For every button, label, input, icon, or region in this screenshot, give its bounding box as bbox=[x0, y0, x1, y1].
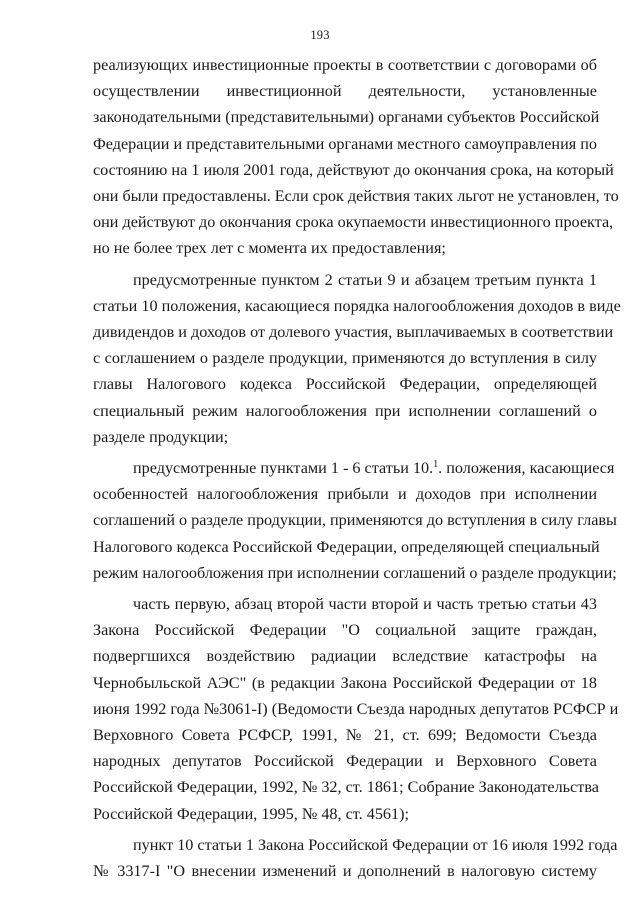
text-line: главы Налогового кодекса Российской Федерации, определяющей bbox=[93, 375, 597, 394]
text-line: Российской Федерации, 1995, № 48, ст. 4561); bbox=[93, 804, 410, 823]
text-fragment: предусмотренные пунктами 1 - 6 статьи 10. bbox=[133, 459, 434, 478]
text-line: соглашений о разделе продукции, применяются до вступления в силу главы bbox=[93, 511, 617, 530]
text-line: специальный режим налогообложения при исполнении соглашений о bbox=[93, 401, 597, 420]
text-line: они были предоставлены. Если срок действия таких льгот не установлен, то bbox=[93, 187, 619, 206]
text-line: законодательными (представительными) органами субъектов Российской bbox=[93, 108, 600, 127]
text-line: Закона Российской Федерации "О социальной защите граждан, bbox=[93, 621, 597, 640]
text-line: Федерации и представительными органами местного самоуправления по bbox=[93, 134, 597, 153]
text-line: но не более трех лет с момента их предоставления; bbox=[93, 239, 446, 258]
text-line: Российской Федерации, 1992, № 32, ст. 1861; Собрание Законодательства bbox=[93, 778, 599, 797]
text-line: Верховного Совета РСФСР, 1991, № 21, ст. 699; Ведомости Съезда bbox=[93, 726, 597, 745]
text-line: особенностей налогообложения прибыли и доходов при исполнении bbox=[93, 485, 597, 504]
text-line: июня 1992 года №3061-I) (Ведомости Съезда народных депутатов РСФСР и bbox=[93, 699, 619, 718]
text-line: Чернобыльской АЭС" (в редакции Закона Российской Федерации от 18 bbox=[93, 673, 597, 692]
text-line: № 3317-I "О внесении изменений и дополнений в налоговую систему bbox=[93, 862, 597, 881]
paragraph-4 bbox=[93, 591, 619, 827]
text-line: часть первую, абзац второй части второй и часть третью статьи 43 bbox=[133, 595, 597, 614]
paragraph-2 bbox=[93, 267, 621, 450]
text-line: Налогового кодекса Российской Федерации, определяющей специальный bbox=[93, 537, 600, 556]
text-line: статьи 10 положения, касающиеся порядка налогообложения доходов в виде bbox=[93, 296, 621, 315]
text-line: с соглашением о разделе продукции, применяются до вступления в силу bbox=[93, 349, 597, 368]
text-fragment: . положения, касающиеся bbox=[438, 459, 615, 478]
text-line: пункт 10 статьи 1 Закона Российской Федерации от 16 июля 1992 года bbox=[133, 835, 618, 854]
document-body bbox=[93, 52, 621, 889]
text-line: осуществлении инвестиционной деятельности, установленные bbox=[93, 82, 597, 101]
text-line: народных депутатов Российской Федерации и Верховного Совета bbox=[93, 752, 597, 771]
text-line: предусмотренные пунктом 2 статьи 9 и абзацем третьим пункта 1 bbox=[133, 270, 597, 289]
text-line: подвергшихся воздействию радиации вследствие катастрофы на bbox=[93, 647, 597, 666]
text-line: дивидендов и доходов от долевого участия, выплачиваемых в соответствии bbox=[93, 323, 614, 342]
paragraph-5 bbox=[93, 832, 618, 884]
text-line: режим налогообложения при исполнении соглашений о разделе продукции; bbox=[93, 563, 617, 582]
paragraph-1 bbox=[93, 52, 619, 262]
text-line: состоянию на 1 июля 2001 года, действуют до окончания срока, на который bbox=[93, 160, 614, 179]
superscript: 1 bbox=[433, 459, 439, 471]
text-line: реализующих инвестиционные проекты в соответствии с договорами об bbox=[93, 56, 597, 74]
text-line: они действуют до окончания срока окупаемости инвестиционного проекта, bbox=[93, 213, 614, 232]
text-line bbox=[93, 455, 615, 481]
paragraph-3 bbox=[93, 455, 617, 586]
text-line: разделе продукции; bbox=[93, 427, 229, 446]
page-number: 193 bbox=[310, 28, 330, 42]
